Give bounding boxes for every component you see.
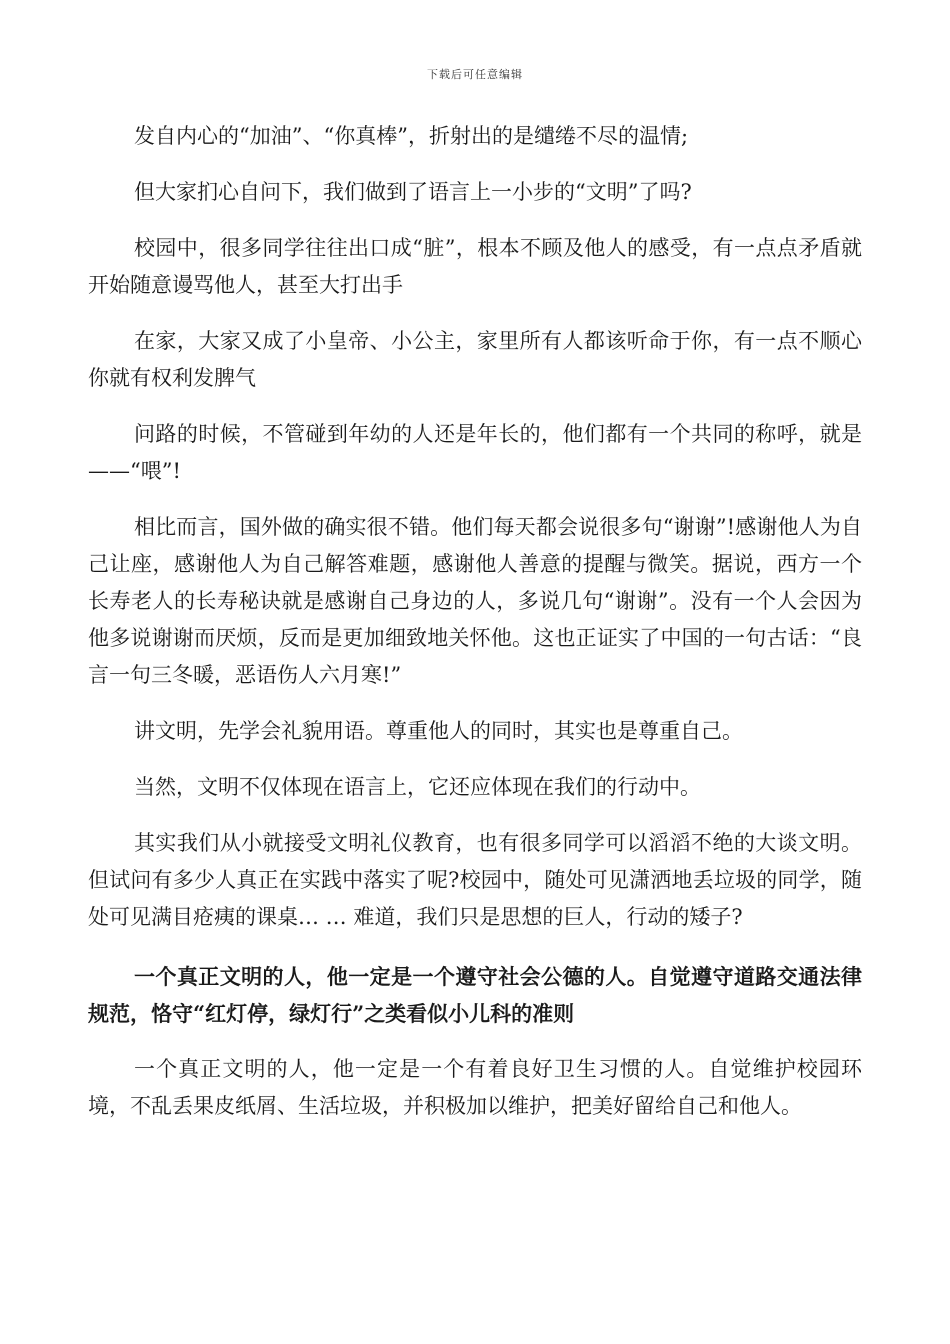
paragraph-1: 发自内心的“加油”、“你真棒”，折射出的是缱绻不尽的温情; bbox=[134, 124, 689, 148]
paragraph-4: 在家，大家又成了小皇帝、小公主，家里所有人都该听命于你，有一点不顺心你就有权利发脾气 bbox=[88, 329, 862, 390]
document-body bbox=[88, 118, 862, 1144]
paragraph-11: 一个真正文明的人，他一定是一个有着良好卫生习惯的人。自觉维护校园环境，不乱丢果皮纸屑、生活垃圾，并积极加以维护，把美好留给自己和他人。 bbox=[88, 1057, 862, 1118]
paragraph-2: 但大家扪心自问下，我们做到了语言上一小步的“文明”了吗? bbox=[134, 180, 692, 204]
paragraph-5: 问路的时候，不管碰到年幼的人还是年长的，他们都有一个共同的称呼，就是——“喂”! bbox=[88, 422, 862, 483]
paragraph-6: 相比而言，国外做的确实很不错。他们每天都会说很多句“谢谢”!感谢他人为自己让座，感谢他人为自己解答难题，感谢他人善意的提醒与微笑。据说，西方一个长寿老人的长寿秘诀就是感谢自己身边的人，多说几句“谢谢”。没有一个人会因为他多说谢谢而厌烦，反而是更加细致地关怀他。这也正证实了中国的一句古话：“良言一句三冬暖，恶语伤人六月寒!” bbox=[88, 515, 862, 687]
paragraph-9: 其实我们从小就接受文明礼仪教育，也有很多同学可以滔滔不绝的大谈文明。但试问有多少人真正在实践中落实了呢?校园中，随处可见潇洒地丢垃圾的同学，随处可见满目疮痍的课桌… … 难道，我们只是思想的巨人，行动的矮子? bbox=[88, 831, 862, 929]
paragraph-3: 校园中，很多同学往往出口成“脏”，根本不顾及他人的感受，有一点点矛盾就开始随意谩骂他人，甚至大打出手 bbox=[88, 236, 862, 297]
header-note: 下载后可任意编辑 bbox=[427, 68, 523, 81]
paragraph-10-bold: 一个真正文明的人，他一定是一个遵守社会公德的人。自觉遵守道路交通法律规范，恪守“红灯停，绿灯行”之类看似小儿科的准则 bbox=[88, 964, 862, 1026]
paragraph-8: 当然，文明不仅体现在语言上，它还应体现在我们的行动中。 bbox=[134, 775, 701, 799]
paragraph-7: 讲文明，先学会礼貌用语。尊重他人的同时，其实也是尊重自己。 bbox=[134, 719, 743, 743]
